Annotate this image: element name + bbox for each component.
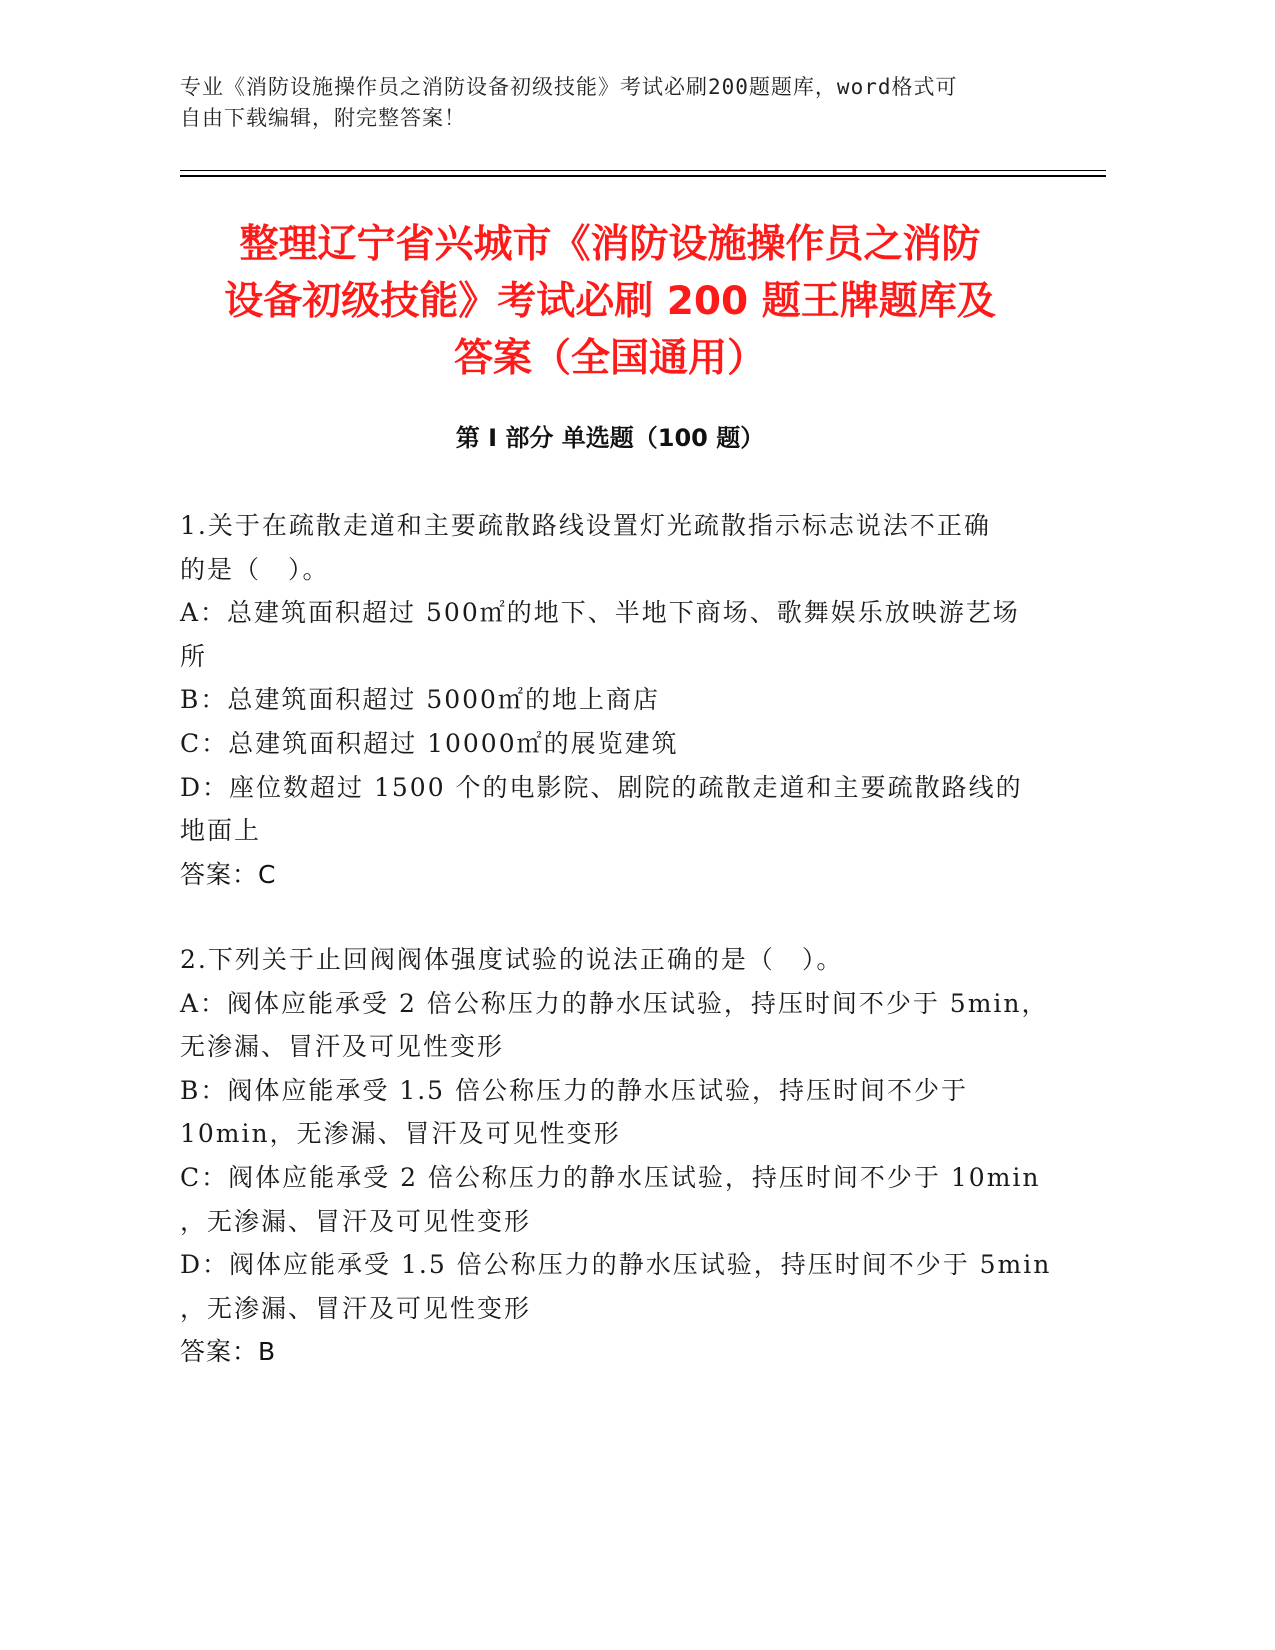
question-1-stem-line-2: 的是（ ）。 — [180, 554, 330, 584]
header-rule-thick — [180, 175, 1106, 177]
question-2-option-a-cont: 无渗漏、冒汗及可见性变形 — [180, 1032, 505, 1062]
question-1-option-a: A：总建筑面积超过 500㎡的地下、半地下商场、歌舞娱乐放映游艺场 — [180, 598, 1020, 628]
question-2-option-b: B：阀体应能承受 1.5 倍公称压力的静水压试验，持压时间不少于 — [180, 1075, 969, 1105]
title-line-2: 设备初级技能》考试必刷 200 题王牌题库及 — [224, 279, 996, 324]
title-line-3: 答案（全国通用） — [453, 336, 766, 381]
question-2 — [180, 938, 1052, 1374]
question-1-option-d: D：座位数超过 1500 个的电影院、剧院的疏散走道和主要疏散路线的 — [180, 772, 1023, 802]
question-1-answer: 答案：C — [180, 859, 277, 889]
document-title — [180, 216, 1040, 387]
question-1-option-c: C：总建筑面积超过 10000㎡的展览建筑 — [180, 728, 679, 758]
header-note-line-2: 自由下载编辑，附完整答案！ — [180, 106, 466, 130]
question-2-option-d-cont: ，无渗漏、冒汗及可见性变形 — [180, 1293, 532, 1323]
question-2-option-d: D：阀体应能承受 1.5 倍公称压力的静水压试验，持压时间不少于 5min — [180, 1250, 1052, 1280]
question-2-stem: 2.下列关于止回阀阀体强度试验的说法正确的是（ ）。 — [180, 945, 844, 974]
question-2-option-a: A：阀体应能承受 2 倍公称压力的静水压试验，持压时间不少于 5min， — [180, 988, 1049, 1018]
question-2-answer: 答案：B — [180, 1337, 277, 1367]
question-2-option-b-cont: 10min，无渗漏、冒汗及可见性变形 — [180, 1119, 621, 1149]
header-note-line-1: 专业《消防设施操作员之消防设备初级技能》考试必刷200题题库，word格式可 — [180, 75, 958, 99]
header-note — [180, 72, 1060, 134]
question-1-option-b: B：总建筑面积超过 5000㎡的地上商店 — [180, 685, 660, 715]
question-1-option-d-cont: 地面上 — [180, 816, 262, 846]
question-1 — [180, 504, 1040, 896]
title-line-1: 整理辽宁省兴城市《消防设施操作员之消防 — [239, 222, 981, 267]
question-2-option-c: C：阀体应能承受 2 倍公称压力的静水压试验，持压时间不少于 10min — [180, 1162, 1041, 1192]
header-rule-thin — [180, 170, 1106, 171]
question-1-stem-line-1: 1.关于在疏散走道和主要疏散路线设置灯光疏散指示标志说法不正确 — [180, 511, 991, 540]
question-2-option-c-cont: ，无渗漏、冒汗及可见性变形 — [180, 1206, 532, 1236]
section-title: 第 I 部分 单选题（100 题） — [455, 424, 765, 452]
question-1-option-a-cont: 所 — [180, 641, 208, 671]
